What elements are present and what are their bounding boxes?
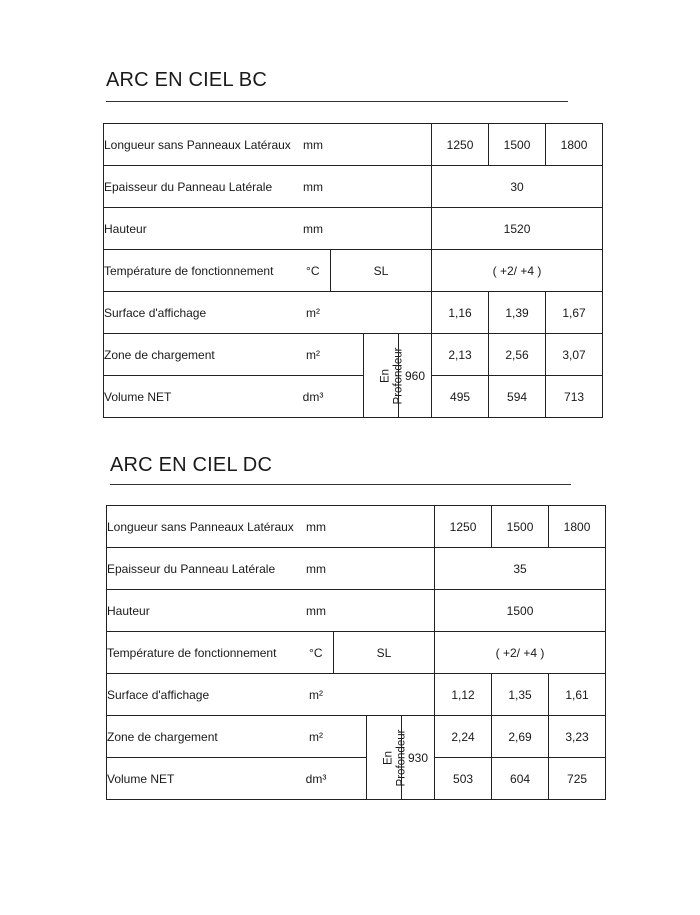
cell-value: 3,07 bbox=[546, 334, 603, 376]
row-label: Température de fonctionnement bbox=[107, 632, 299, 674]
row-surface bbox=[107, 674, 606, 716]
cell-value: 1,61 bbox=[549, 674, 606, 716]
spec-table-bc bbox=[103, 123, 603, 418]
section-rule-bc bbox=[106, 101, 568, 102]
row-label: Volume NET bbox=[107, 758, 299, 800]
row-label: Hauteur bbox=[104, 208, 296, 250]
cell-value: 713 bbox=[546, 376, 603, 418]
row-label: Volume NET bbox=[104, 376, 296, 418]
row-unit: mm bbox=[296, 166, 331, 208]
cell-value: 1,35 bbox=[492, 674, 549, 716]
row-temperature bbox=[107, 632, 606, 674]
cell-value: 1250 bbox=[432, 124, 489, 166]
temperature-class: SL bbox=[334, 632, 435, 674]
depth-label-cell bbox=[367, 716, 408, 800]
cell-value: 1520 bbox=[432, 208, 603, 250]
cell-value: 725 bbox=[549, 758, 606, 800]
cell-value: 503 bbox=[435, 758, 492, 800]
section-title-dc: ARC EN CIEL DC bbox=[110, 454, 273, 476]
row-label: Longueur sans Panneaux Latéraux bbox=[107, 506, 299, 548]
depth-value: 960 bbox=[399, 334, 432, 418]
cell-value: 1,67 bbox=[546, 292, 603, 334]
cell-value: 1500 bbox=[435, 590, 606, 632]
row-label: Epaisseur du Panneau Latérale bbox=[107, 548, 299, 590]
depth-label: En Profondeur bbox=[382, 729, 408, 786]
cell-value: 2,56 bbox=[489, 334, 546, 376]
row-label: Zone de chargement bbox=[107, 716, 299, 758]
section-rule-dc bbox=[110, 484, 571, 485]
row-unit: mm bbox=[296, 124, 331, 166]
row-unit: mm bbox=[299, 590, 334, 632]
row-zone bbox=[104, 334, 603, 376]
spec-table-dc bbox=[106, 505, 606, 800]
row-label: Surface d'affichage bbox=[107, 674, 299, 716]
row-label: Température de fonctionnement bbox=[104, 250, 296, 292]
temperature-class: SL bbox=[331, 250, 432, 292]
row-label: Zone de chargement bbox=[104, 334, 296, 376]
row-unit: dm³ bbox=[299, 758, 334, 800]
row-unit: m² bbox=[296, 292, 331, 334]
row-unit: dm³ bbox=[296, 376, 331, 418]
cell-value: 2,24 bbox=[435, 716, 492, 758]
cell-value: 1800 bbox=[546, 124, 603, 166]
cell-value: 1500 bbox=[489, 124, 546, 166]
cell-value: 30 bbox=[432, 166, 603, 208]
cell-value: ( +2/ +4 ) bbox=[435, 632, 606, 674]
cell-value: 495 bbox=[432, 376, 489, 418]
row-volume bbox=[107, 758, 606, 800]
cell-value: 594 bbox=[489, 376, 546, 418]
row-unit: mm bbox=[299, 506, 334, 548]
row-longueur bbox=[104, 124, 603, 166]
cell-value: 3,23 bbox=[549, 716, 606, 758]
row-unit: m² bbox=[299, 716, 334, 758]
cell-value: 2,69 bbox=[492, 716, 549, 758]
cell-value: ( +2/ +4 ) bbox=[432, 250, 603, 292]
row-volume bbox=[104, 376, 603, 418]
row-label: Longueur sans Panneaux Latéraux bbox=[104, 124, 296, 166]
row-unit: °C bbox=[299, 632, 334, 674]
row-zone bbox=[107, 716, 606, 758]
cell-value: 1,39 bbox=[489, 292, 546, 334]
row-label: Epaisseur du Panneau Latérale bbox=[104, 166, 296, 208]
depth-label-cell bbox=[364, 334, 405, 418]
row-unit: m² bbox=[299, 674, 334, 716]
row-unit: m² bbox=[296, 334, 331, 376]
cell-value: 1250 bbox=[435, 506, 492, 548]
cell-value: 1,12 bbox=[435, 674, 492, 716]
row-surface bbox=[104, 292, 603, 334]
row-longueur bbox=[107, 506, 606, 548]
section-title-bc: ARC EN CIEL BC bbox=[106, 69, 267, 91]
cell-value: 35 bbox=[435, 548, 606, 590]
cell-value: 2,13 bbox=[432, 334, 489, 376]
row-unit: mm bbox=[296, 208, 331, 250]
cell-value: 1800 bbox=[549, 506, 606, 548]
depth-label: En Profondeur bbox=[379, 347, 405, 404]
row-hauteur bbox=[104, 208, 603, 250]
row-epaisseur bbox=[104, 166, 603, 208]
cell-value: 604 bbox=[492, 758, 549, 800]
cell-value: 1500 bbox=[492, 506, 549, 548]
row-temperature bbox=[104, 250, 603, 292]
row-unit: °C bbox=[296, 250, 331, 292]
depth-value: 930 bbox=[402, 716, 435, 800]
row-epaisseur bbox=[107, 548, 606, 590]
cell-value: 1,16 bbox=[432, 292, 489, 334]
row-hauteur bbox=[107, 590, 606, 632]
row-unit: mm bbox=[299, 548, 334, 590]
row-label: Hauteur bbox=[107, 590, 299, 632]
row-label: Surface d'affichage bbox=[104, 292, 296, 334]
